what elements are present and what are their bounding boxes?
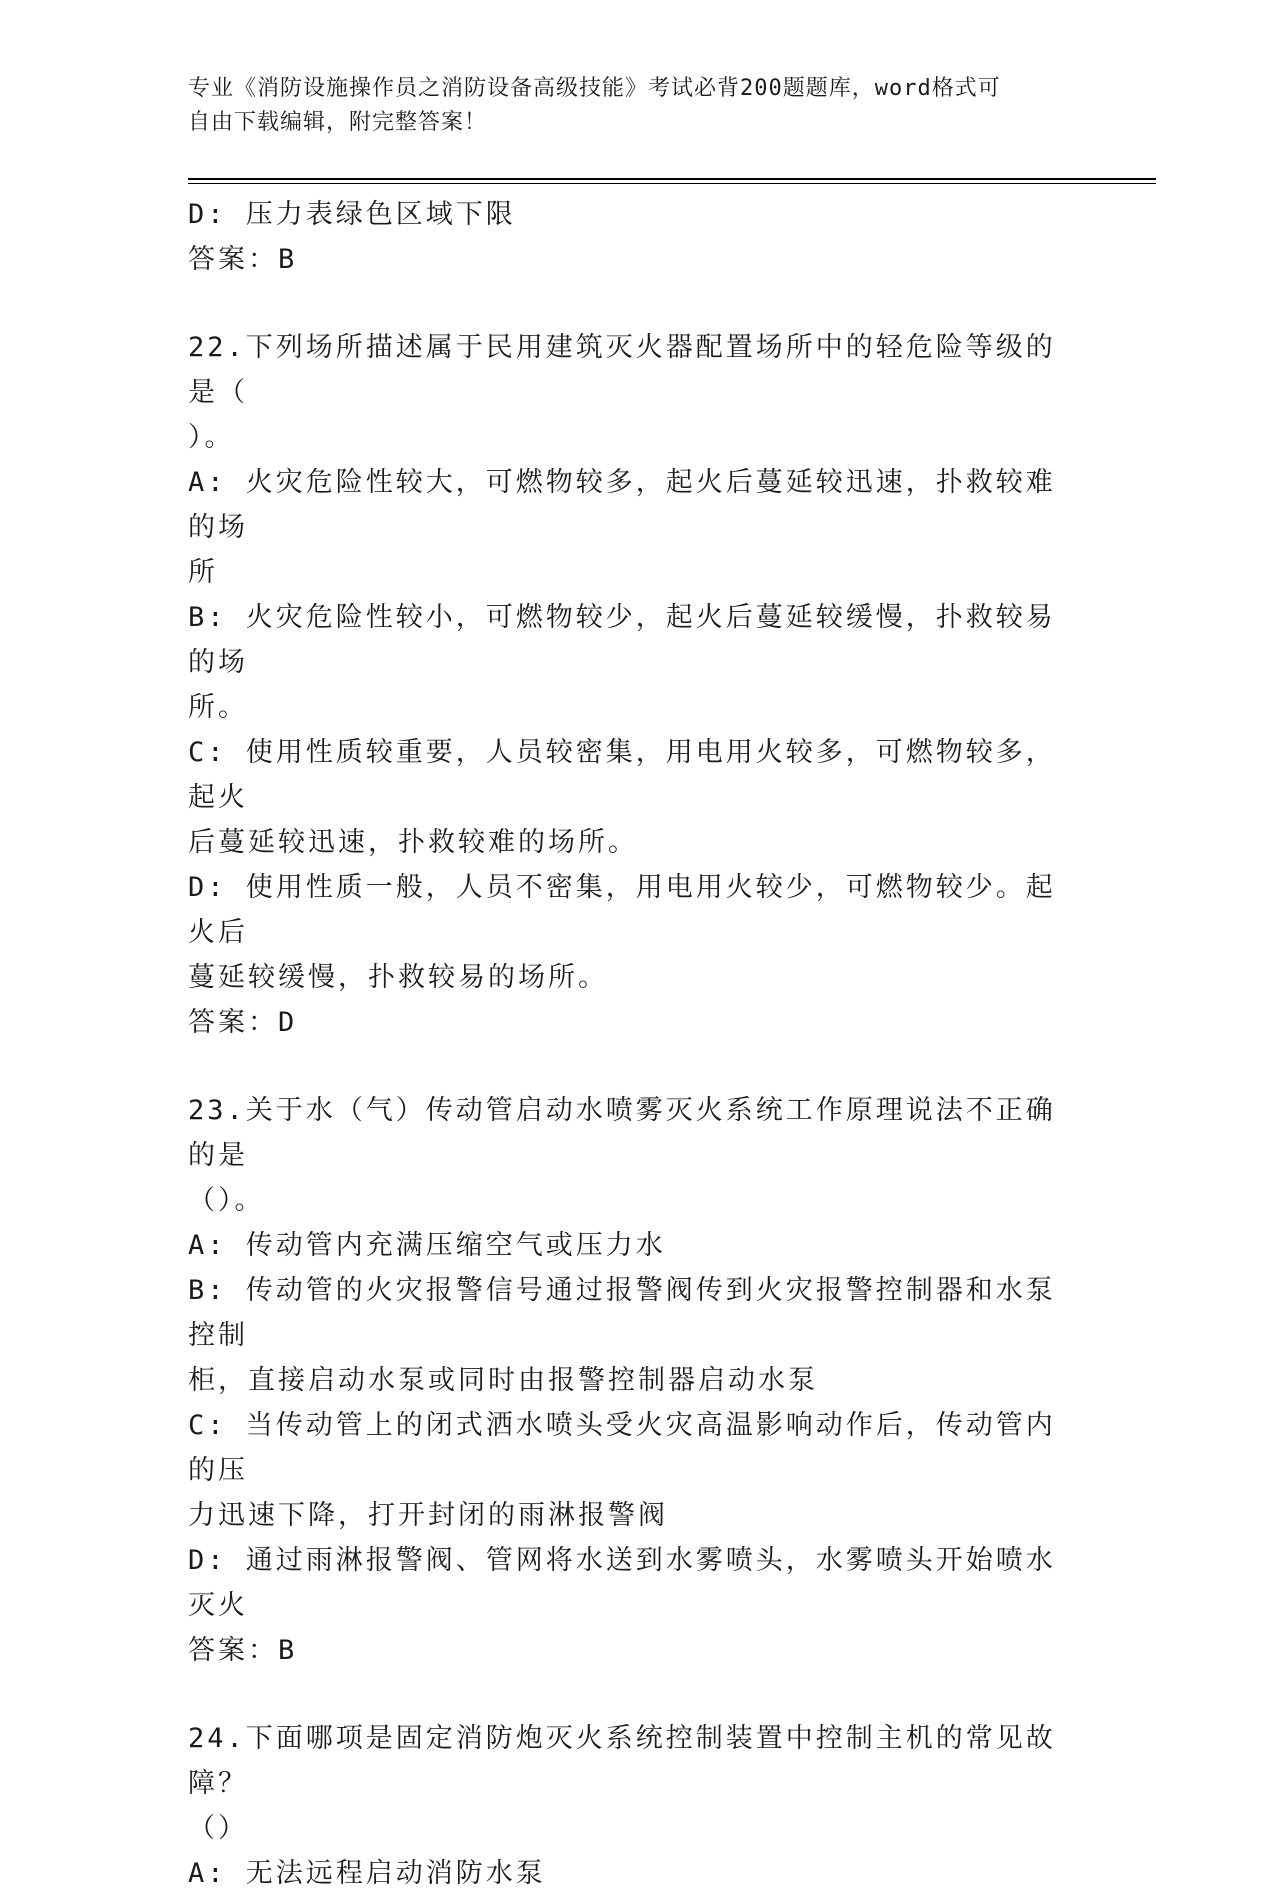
option-c: C: 使用性质较重要，人员较密集，用电用火较多，可燃物较多，起火 bbox=[188, 737, 1056, 813]
document-header bbox=[188, 72, 1068, 140]
option-b: 柜，直接启动水泵或同时由报警控制器启动水泵 bbox=[188, 1365, 818, 1396]
option-d: 蔓延较缓慢，扑救较易的场所。 bbox=[188, 962, 608, 993]
option-c: 力迅速下降，打开封闭的雨淋报警阀 bbox=[188, 1500, 668, 1531]
question-23 bbox=[188, 1088, 1068, 1674]
question-stem: 22.下列场所描述属于民用建筑灭火器配置场所中的轻危险等级的是（ bbox=[188, 332, 1056, 408]
question-stem: ）。 bbox=[188, 422, 235, 453]
header-line-2: 自由下载编辑，附完整答案！ bbox=[188, 110, 488, 135]
question-stem: 23.关于水（气）传动管启动水喷雾灭火系统工作原理说法不正确的是 bbox=[188, 1095, 1056, 1171]
question-24 bbox=[188, 1716, 1068, 1896]
spacer bbox=[188, 283, 1068, 325]
question-stem: （）。 bbox=[188, 1185, 265, 1216]
question-stem: 24.下面哪项是固定消防炮灭火系统控制装置中控制主机的常见故障？ bbox=[188, 1723, 1056, 1799]
header-rule-thick bbox=[188, 178, 1156, 180]
option-d: D: 使用性质一般，人员不密集，用电用火较少，可燃物较少。起火后 bbox=[188, 872, 1056, 948]
answer: 答案：D bbox=[188, 1007, 298, 1038]
prev-option-d: D: 压力表绿色区域下限 bbox=[188, 199, 516, 230]
spacer bbox=[188, 1046, 1068, 1088]
question-stem: （） bbox=[188, 1813, 248, 1844]
option-a: A: 无法远程启动消防水泵 bbox=[188, 1858, 546, 1889]
option-a: A: 传动管内充满压缩空气或压力水 bbox=[188, 1230, 666, 1261]
option-c: C: 当传动管上的闭式洒水喷头受火灾高温影响动作后，传动管内的压 bbox=[188, 1410, 1056, 1486]
question-22 bbox=[188, 325, 1068, 1046]
header-line-1: 专业《消防设施操作员之消防设备高级技能》考试必背200题题库，word格式可 bbox=[188, 76, 1001, 101]
spacer bbox=[188, 1674, 1068, 1716]
option-c: 后蔓延较迅速，扑救较难的场所。 bbox=[188, 827, 638, 858]
question-content bbox=[188, 192, 1068, 1896]
option-b: B: 火灾危险性较小，可燃物较少，起火后蔓延较缓慢，扑救较易的场 bbox=[188, 602, 1056, 678]
option-d: D: 通过雨淋报警阀、管网将水送到水雾喷头，水雾喷头开始喷水灭火 bbox=[188, 1545, 1056, 1621]
option-a: A: 火灾危险性较大，可燃物较多，起火后蔓延较迅速，扑救较难的场 bbox=[188, 467, 1056, 543]
option-b: B: 传动管的火灾报警信号通过报警阀传到火灾报警控制器和水泵控制 bbox=[188, 1275, 1056, 1351]
prev-answer: 答案：B bbox=[188, 244, 298, 275]
option-b: 所。 bbox=[188, 692, 248, 723]
answer: 答案：B bbox=[188, 1635, 298, 1666]
header-rule-thin bbox=[188, 183, 1156, 184]
option-a: 所 bbox=[188, 557, 218, 588]
